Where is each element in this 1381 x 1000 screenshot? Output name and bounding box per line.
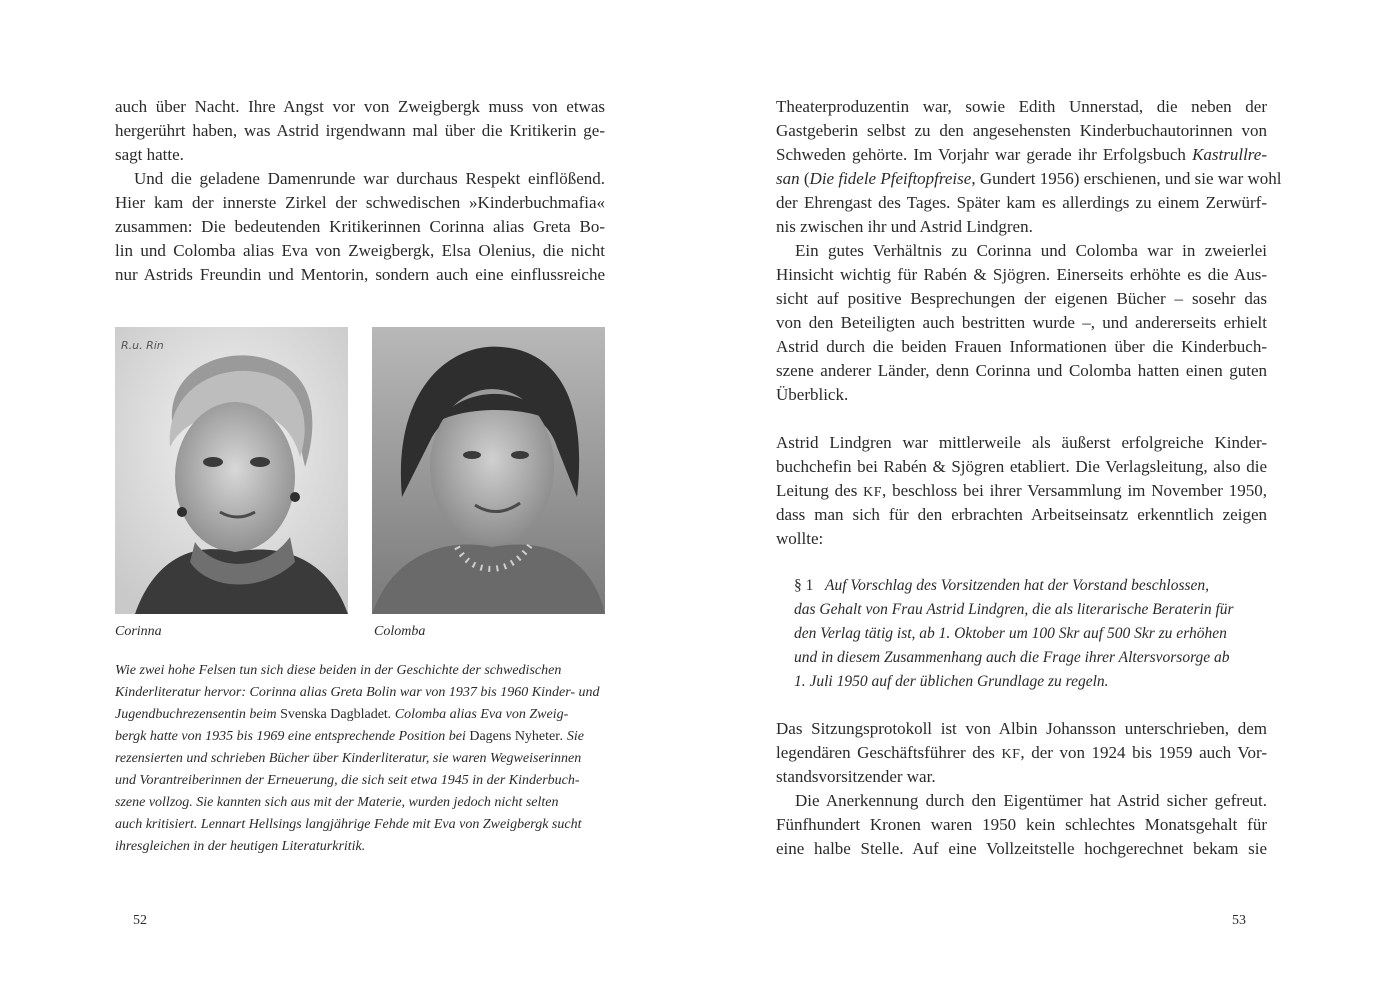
caption-text: bergk hatte von 1935 bis 1969 eine entsprechende Position bei [115,729,470,744]
quote-line: 1. Juli 1950 auf der üblichen Grundlage zu regeln. [794,673,1109,690]
right-page [690,0,1381,1000]
body-text: Schweden gehörte. Im Vorjahr war gerade ihr Erfolgsbuch [776,145,1193,164]
quote-line: das Gehalt von Frau Astrid Lindgren, die als literarische Beraterin für [794,601,1234,618]
caption-text: . Colomba alias Eva von Zweig- [387,707,569,722]
body-line: Theaterproduzentin war, sowie Edith Unnerstad, die neben der [776,97,1267,116]
book-title-german: Die fidele Pfeiftopfreise [809,169,972,188]
portrait-corinna-image [115,327,348,614]
caption-line: ihresgleichen in der heutigen Literaturkritik. [115,839,366,854]
section-number: § 1 [794,577,814,594]
portrait-colomba-image [372,327,605,614]
book-title: san [776,169,800,188]
quote-line: und in diesem Zusammenhang auch die Frage ihrer Altersvorsorge ab [794,649,1230,666]
body-text: , der von 1924 bis 1959 auch Vor- [1020,743,1267,762]
body-line: nis zwischen ihr und Astrid Lindgren. [776,217,1033,236]
body-text: legendären Geschäftsführer des [776,743,1002,762]
body-line [776,741,1267,767]
caption-line [115,726,584,748]
body-line: Hinsicht wichtig für Rabén & Sjögren. Einerseits erhöhte es die Aus- [776,265,1267,284]
body-line [776,143,1267,167]
caption-line: und Vorantreiberinnen der Erneuerung, die sich seit etwa 1945 in der Kinderbuch- [115,773,580,788]
body-line [776,167,1282,191]
caption-line: auch kritisiert. Lennart Hellsings langjährige Fehde mit Eva von Zweigbergk sucht [115,817,582,832]
quote-text: Auf Vorschlag des Vorsitzenden hat der Vorstand beschlossen, [825,577,1210,594]
body-line: nur Astrids Freundin und Mentorin, sondern auch eine einflussreiche [115,265,605,284]
photo-label-colomba: Colomba [374,624,426,639]
left-page [0,0,690,1000]
body-line: lin und Colomba alias Eva von Zweigbergk, Elsa Olenius, die nicht [115,241,605,260]
body-line: Astrid durch die beiden Frauen Informationen über die Kinderbuch- [776,337,1267,356]
book-title: Kastrullre- [1192,145,1267,164]
body-line: Und die geladene Damenrunde war durchaus Respekt einflößend. [134,169,605,188]
quote-line [794,574,1209,598]
photo-label-corinna: Corinna [115,624,162,639]
body-line: hergerührt haben, was Astrid irgendwann mal über die Kritikerin ge- [115,121,605,140]
caption-line [115,704,568,726]
body-text: , Gundert 1956) erschienen, und sie war wohl [971,169,1282,188]
body-line: Gastgeberin selbst zu den angesehensten Kinderbuchautorinnen von [776,121,1267,140]
body-line: wollte: [776,529,824,548]
body-text: , beschloss bei ihrer Versammlung im November 1950, [882,481,1267,500]
body-line: sicht auf positive Besprechungen der eigenen Bücher – sosehr das [776,289,1267,308]
body-line: Überblick. [776,385,849,404]
body-line: standsvorsitzender war. [776,767,936,786]
photo-corinna [115,327,348,614]
body-line: zusammen: Die bedeutenden Kritikerinnen Corinna alias Greta Bo- [115,217,605,236]
caption-line: rezensierten und schrieben Bücher über Kinderliteratur, sie waren Wegweiserinnen [115,751,582,766]
body-line: Die Anerkennung durch den Eigentümer hat Astrid sicher gefreut. [795,791,1267,810]
body-line: der Ehrengast des Tages. Später kam es allerdings zu einem Zerwürf- [776,193,1267,212]
abbreviation-kf: KF [1001,747,1021,762]
body-line: Das Sitzungsprotokoll ist von Albin Johansson unterschrieben, dem [776,719,1267,738]
body-line: eine halbe Stelle. Auf eine Vollzeitstelle hochgerechnet bekam sie [776,839,1267,858]
caption-line: Kinderliteratur hervor: Corinna alias Greta Bolin war von 1937 bis 1960 Kinder- und [115,685,600,700]
body-line: auch über Nacht. Ihre Angst vor von Zweigbergk muss von etwas [115,97,605,116]
caption-text: . Sie [559,729,585,744]
photo-handwritten-mark: R.u. Rin [121,339,164,352]
body-line [776,479,1267,505]
caption-newspaper-name: Dagens Nyheter [469,729,560,744]
caption-line: Wie zwei hohe Felsen tun sich diese beiden in der Geschichte der schwedischen [115,663,562,678]
body-line: Astrid Lindgren war mittlerweile als äußerst erfolgreiche Kinder- [776,433,1267,452]
quote-line: den Verlag tätig ist, ab 1. Oktober um 100 Skr auf 500 Skr zu erhöhen [794,625,1227,642]
page-number-left: 52 [133,913,147,928]
body-line: sagt hatte. [115,145,184,164]
caption-newspaper-name: Svenska Dagbladet [280,707,388,722]
page-number-right: 53 [1232,913,1246,928]
caption-line: szene vollzog. Sie kannten sich aus mit der Materie, wurden jedoch nicht selten [115,795,559,810]
abbreviation-kf: KF [863,485,883,500]
body-line: Ein gutes Verhältnis zu Corinna und Colomba war in zweierlei [795,241,1267,260]
body-line: Fünfhundert Kronen waren 1950 kein schlechtes Monatsgehalt für [776,815,1267,834]
caption-text: Jugendbuchrezensentin beim [115,707,281,722]
body-line: dass man sich für den erbrachten Arbeitseinsatz erkenntlich zeigen [776,505,1267,524]
body-line: von den Beteiligten auch bestritten wurde –, und andererseits erhielt [776,313,1267,332]
body-text: Leitung des [776,481,864,500]
body-line: Hier kam der innerste Zirkel der schwedischen »Kinderbuchmafia« [115,193,605,212]
photo-colomba [372,327,605,614]
body-line: szene anderer Länder, denn Corinna und Colomba hatten einen guten [776,361,1267,380]
body-text: ( [799,169,810,188]
body-line: buchchefin bei Rabén & Sjögren etabliert. Die Verlagsleitung, also die [776,457,1267,476]
